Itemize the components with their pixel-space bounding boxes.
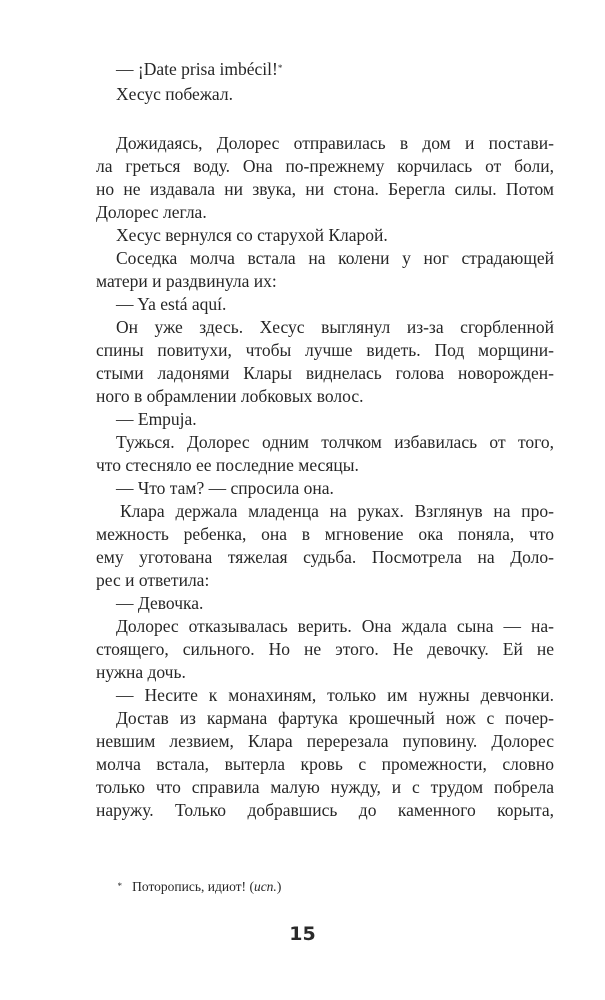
- text-line-content: Клара держала младенца на руках. Взглянув на про-: [120, 501, 554, 521]
- text-line: [96, 776, 554, 798]
- text-line: [96, 270, 277, 292]
- text-line-content: наружу. Только добравшись до каменного корыта,: [96, 800, 554, 820]
- text-line-content: — ¡Date prisa imbécil!: [116, 59, 278, 79]
- text-line: [96, 523, 554, 545]
- text-line-content: стыми ладонями Клары виднелась голова новорожден-: [96, 363, 554, 383]
- text-line: [116, 132, 554, 154]
- text-line: [96, 569, 209, 591]
- text-line-content: невшим лезвием, Клара перерезала пуповину. Долорес: [96, 731, 554, 751]
- text-line-content: спины повитухи, чтобы лучше видеть. Под морщини-: [96, 340, 554, 360]
- footnote-source: исп.: [253, 879, 277, 894]
- text-line: [116, 707, 554, 729]
- text-line: [96, 385, 363, 407]
- text-line: [116, 58, 282, 80]
- text-line-content: Дожидаясь, Долорес отправилась в дом и постави-: [116, 133, 554, 153]
- text-line-content: стоящего, сильного. Но не этого. Не девочку. Ей не: [96, 639, 554, 659]
- text-line: [96, 362, 554, 384]
- text-line: [116, 615, 554, 637]
- text-line: [96, 454, 359, 476]
- text-line: [96, 546, 554, 568]
- text-line-content: только что справила малую нужду, и с трудом побрела: [96, 777, 554, 797]
- text-line-content: Он уже здесь. Хесус выглянул из-за сгорбленной: [116, 317, 554, 337]
- text-line-content: Долорес отказывалась верить. Она ждала сына — на-: [116, 616, 554, 636]
- footnote-marker: *: [117, 881, 122, 891]
- text-line-content: матери и раздвинула их:: [96, 271, 277, 291]
- text-line-content: Соседка молча встала на колени у ног страдающей: [116, 248, 554, 268]
- footnote: * Поторопись, идиот! (исп.): [117, 879, 282, 894]
- text-line-content: ла греться воду. Она по-прежнему корчилась от боли,: [96, 156, 554, 176]
- text-line: [96, 339, 554, 361]
- text-line-content: Достав из кармана фартука крошечный нож с почер-: [116, 708, 554, 728]
- text-line: [116, 247, 554, 269]
- text-line-content: рес и ответила:: [96, 570, 210, 590]
- text-line-content: молча встала, вытерла кровь с промежности, словно: [96, 754, 554, 774]
- text-line: [96, 201, 207, 223]
- text-line: [96, 178, 554, 200]
- text-line: [96, 661, 186, 683]
- text-line: [96, 638, 554, 660]
- text-line-content: межность ребенка, она в мгновение ока поняла, что: [96, 524, 554, 544]
- text-line: [116, 431, 554, 453]
- page-number: 15: [289, 923, 316, 945]
- text-line: [96, 730, 554, 752]
- text-line: [116, 293, 226, 315]
- text-line-content: ного в обрамлении лобковых волос.: [96, 386, 364, 406]
- text-line-content: ему уготована тяжелая судьба. Посмотрела на Доло-: [96, 547, 554, 567]
- text-line-content: — Empuja.: [116, 409, 197, 429]
- text-line: [96, 155, 554, 177]
- text-line: [120, 500, 554, 522]
- text-line: [116, 684, 554, 706]
- text-line-content: Хесус вернулся со старухой Кларой.: [116, 225, 388, 245]
- text-line-content: что стесняло ее последние месяцы.: [96, 455, 359, 475]
- text-line-content: — Несите к монахиням, только им нужны девчонки.: [116, 685, 554, 705]
- text-line: [116, 83, 233, 105]
- text-line: [116, 224, 388, 246]
- text-line-content: — Ya está aquí.: [116, 294, 227, 314]
- text-line-content: но не издавала ни звука, ни стона. Берегла силы. Потом: [96, 179, 554, 199]
- text-line-content: Хесус побежал.: [116, 84, 233, 104]
- text-line: [116, 592, 203, 614]
- text-line: [116, 316, 554, 338]
- text-line: [116, 408, 197, 430]
- text-line-content: Тужься. Долорес одним толчком избавилась от того,: [116, 432, 554, 452]
- text-line: [116, 477, 334, 499]
- footnote-text: Поторопись, идиот!: [132, 879, 247, 894]
- text-line-content: Долорес легла.: [96, 202, 207, 222]
- text-line: [96, 799, 554, 821]
- footnote-ref: *: [277, 63, 283, 73]
- text-line: [96, 753, 554, 775]
- text-line-content: нужна дочь.: [96, 662, 186, 682]
- text-line-content: — Девочка.: [116, 593, 204, 613]
- text-line-content: — Что там? — спросила она.: [116, 478, 334, 498]
